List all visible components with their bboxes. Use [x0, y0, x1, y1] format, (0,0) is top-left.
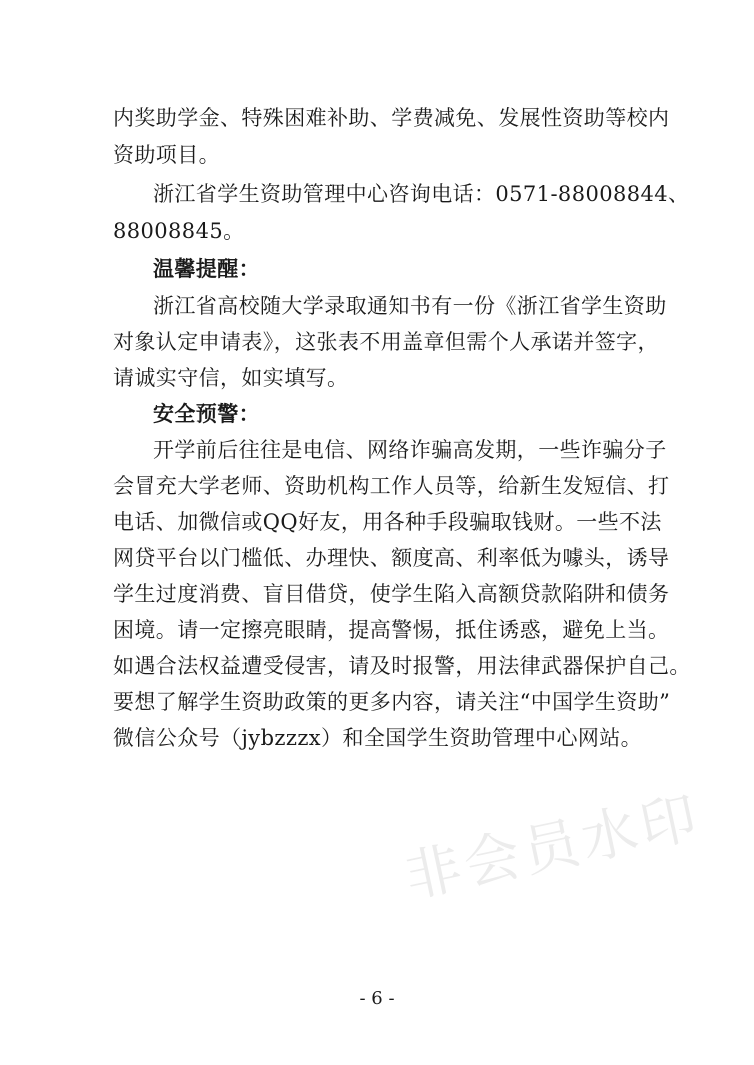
page-number: - 6 -	[359, 988, 395, 1009]
text-line: 微信公众号（jybzzzx）和全国学生资助管理中心网站。	[113, 726, 643, 750]
text-line: 会冒充大学老师、资助机构工作人员等，给新生发短信、打	[113, 474, 670, 498]
text-line: 请诚实守信，如实填写。	[113, 366, 349, 390]
text-line: 浙江省高校随大学录取通知书有一份《浙江省学生资助	[153, 294, 667, 318]
section-heading: 温馨提醒：	[153, 256, 260, 281]
text-line: 资助项目。	[113, 143, 220, 167]
text-line: 如遇合法权益遭受侵害，请及时报警，用法律武器保护自己。	[113, 654, 691, 678]
text-line: 电话、加微信或QQ好友，用各种手段骗取钱财。一些不法	[113, 510, 662, 534]
text-line: 要想了解学生资助政策的更多内容，请关注“中国学生资助”	[113, 690, 671, 714]
text-line: 开学前后往往是电信、网络诈骗高发期，一些诈骗分子	[153, 438, 667, 462]
text-line: 内奖助学金、特殊困难补助、学费减免、发展性资助等校内	[113, 106, 670, 130]
text-line: 对象认定申请表》，这张表不用盖章但需个人承诺并签字，	[113, 330, 659, 354]
section-heading: 安全预警：	[153, 401, 260, 426]
watermark: 非会员水印	[399, 784, 707, 911]
text-line: 88008845。	[113, 219, 245, 243]
text-line: 困境。请一定擦亮眼睛，提高警惕，抵住诱惑，避免上当。	[113, 618, 670, 642]
text-line: 网贷平台以门槛低、办理快、额度高、利率低为噱头，诱导	[113, 546, 670, 570]
text-line: 学生过度消费、盲目借贷，使学生陷入高额贷款陷阱和债务	[113, 582, 670, 606]
text-line: 浙江省学生资助管理中心咨询电话：0571-88008844、	[153, 182, 690, 206]
